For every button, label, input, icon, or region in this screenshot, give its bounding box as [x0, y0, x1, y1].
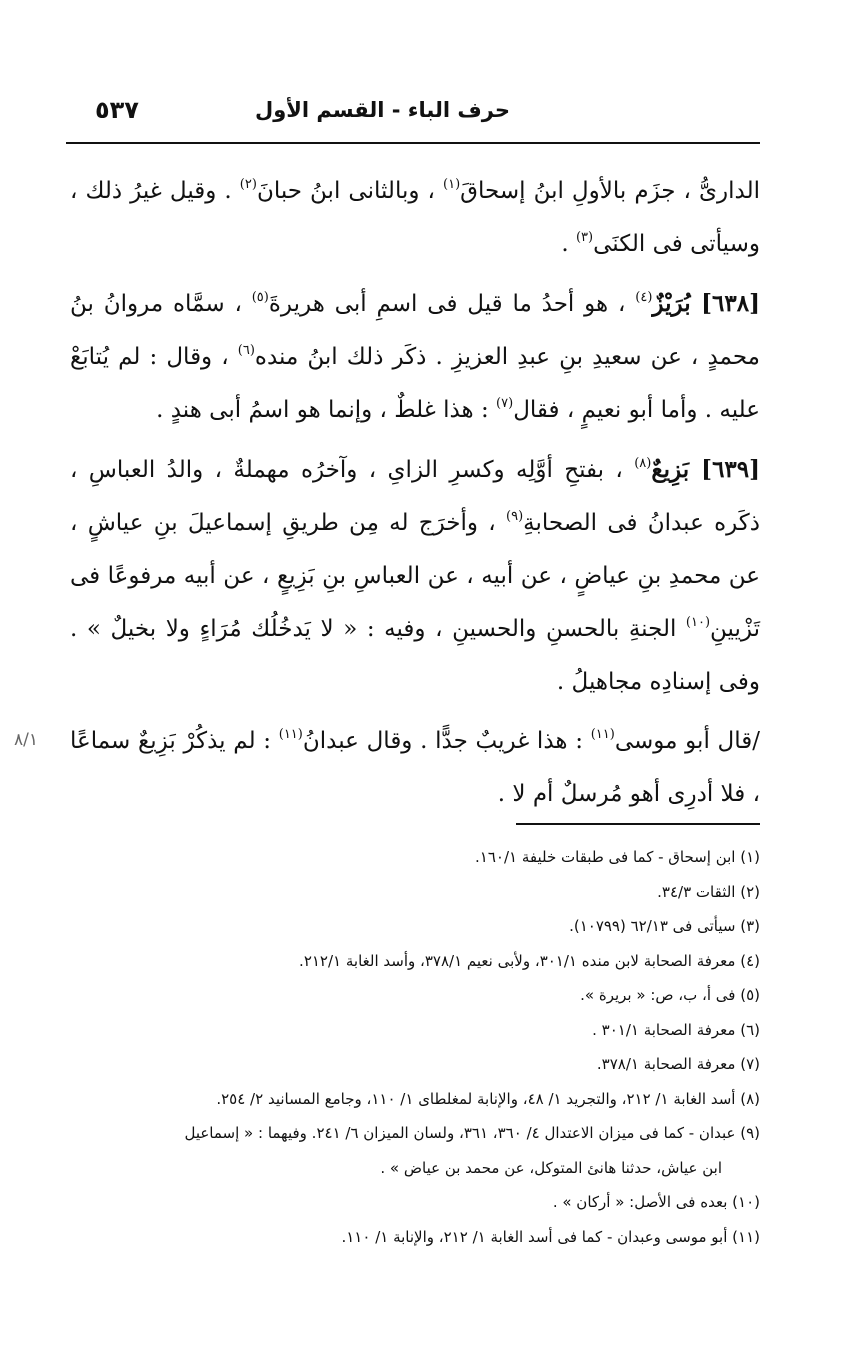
footnote-ref: (٧): [496, 396, 514, 411]
footnote-ref: (٢): [239, 177, 257, 192]
text-run: .: [561, 231, 576, 257]
footnote: (١٠) بعده فى الأصل: « أركان » .: [552, 1193, 760, 1211]
header-divider: [66, 142, 760, 144]
footnote: (١) ابن إسحاق - كما فى طبقات خليفة ١٦٠/١.: [475, 848, 760, 866]
paragraph-abu-musa: [70, 715, 760, 821]
text-run: الجنةِ بالحسنِ والحسينِ ، وفيه : « لا يَدخُلُك مُرَاءٍ ولا بخيلٌ » . وفى إسنادِه مجاهيلُ .: [70, 616, 760, 695]
text-run: ، وأخرَج له مِن طريقِ إسماعيلَ بنِ عياشٍ ، عن محمدِ بنِ عياضٍ ، عن أبيه ، عن العباسِ بنِ بَزِيعٍ ، عن أبيه مرفوعًا فى تَزْيينِ: [70, 510, 760, 642]
entry-number: [٦٣٩]: [701, 456, 761, 483]
footnote-ref: (٤): [635, 290, 653, 305]
text-run: ، هو أحدُ ما قيل فى اسمِ أبى هريرةَ: [268, 291, 636, 317]
footnote-ref: (٥): [251, 290, 269, 305]
page-header: [70, 88, 760, 138]
text-run: . وقيل غيرُ ذلك ، وسيأتى فى الكنَى: [70, 178, 760, 257]
text-run: ، سمَّاه مروانُ بنُ محمدٍ ، عن سعيدِ بنِ عبدِ العزيزِ . ذكَر ذلك ابنُ منده: [70, 291, 760, 370]
text-run: ، بفتحِ أوَّلِه وكسرِ الزاىِ ، وآخرُه مهملةٌ ، والدُ العباسِ ، ذكَره عبدانُ فى الصحابةِ: [70, 457, 760, 536]
entry-638: [70, 277, 760, 437]
entry-639: [70, 443, 760, 709]
footnotes: [62, 840, 760, 1254]
footnote: (٤) معرفة الصحابة لابن منده ٣٠١/١، ولأبى نعيم ٣٧٨/١، وأسد الغابة ٢١٢/١.: [299, 951, 760, 970]
text-run: : هذا غريبٌ جدًّا . وقال عبدانُ: [302, 728, 591, 754]
footnote: (٨) أسد الغابة ١/ ٢١٢، والتجريد ١/ ٤٨، والإنابة لمغلطاى ١/ ١١٠، وجامع المسانيد ٢/ ٢٥٤.: [216, 1089, 760, 1108]
margin-reference: ٨/١: [14, 730, 38, 750]
footnote: (١١) أبو موسى وعبدان - كما فى أسد الغابة ١/ ٢١٢، والإنابة ١/ ١١٠.: [341, 1227, 760, 1246]
footnote: (٣) سيأتى فى ٦٢/١٣ (١٠٧٩٩).: [569, 917, 760, 935]
footnote-ref: (٨): [634, 456, 652, 471]
text-run: : لم يذكُرْ بَزِيعٌ سماعًا ، فلا أدرِى أهو مُرسلٌ أم لا .: [70, 728, 760, 807]
footnote: (٦) معرفة الصحابة ٣٠١/١ .: [592, 1020, 760, 1039]
footnote-continuation: ابن عياش، حدثنا هانئ المتوكل، عن محمد بن عياض » .: [380, 1158, 722, 1177]
page-number: ٥٣٧: [95, 96, 139, 124]
text-run: ، وقال : لم يُتابَعْ عليه . وأما أبو نعيمٍ ، فقال: [70, 344, 760, 423]
entry-name: بَزِيعٌ: [651, 456, 702, 483]
text-run: ، وبالثانى ابنُ حبانَ: [256, 178, 444, 204]
text-run: /قال أبو موسى: [614, 728, 760, 754]
text-run: : هذا غلطٌ ، وإنما هو اسمُ أبى هندٍ .: [156, 397, 497, 423]
footnote-ref: (١١): [278, 727, 303, 742]
footnote-ref: (١): [443, 177, 461, 192]
paragraph-continuation: [70, 165, 760, 271]
footnote: (٢) الثقات ٣٤/٣.: [657, 882, 760, 901]
footnote-ref: (٩): [506, 509, 524, 524]
footnote-ref: (١٠): [685, 615, 711, 630]
footnote-divider: [516, 823, 760, 825]
footnote-ref: (٦): [237, 343, 255, 358]
footnote: (٩) عبدان - كما فى ميزان الاعتدال ٤/ ٣٦٠، ٣٦١، ولسان الميزان ٦/ ٢٤١. وفيهما : « إسماعيل: [184, 1124, 760, 1142]
main-text: [70, 165, 760, 827]
running-title: حرف الباء - القسم الأول: [255, 98, 510, 122]
footnote: (٥) فى أ، ب، ص: « بريرة ».: [580, 986, 760, 1004]
text-run: الدارىُّ ، جزَم بالأولِ ابنُ إسحاقَ: [460, 178, 761, 204]
footnote-ref: (٣): [575, 230, 594, 245]
footnote: (٧) معرفة الصحابة ٣٧٨/١.: [596, 1055, 760, 1073]
entry-number: [٦٣٨]: [701, 290, 760, 317]
footnote-ref: (١١): [590, 727, 615, 742]
entry-name: بُرَيْزٌ: [652, 290, 702, 317]
